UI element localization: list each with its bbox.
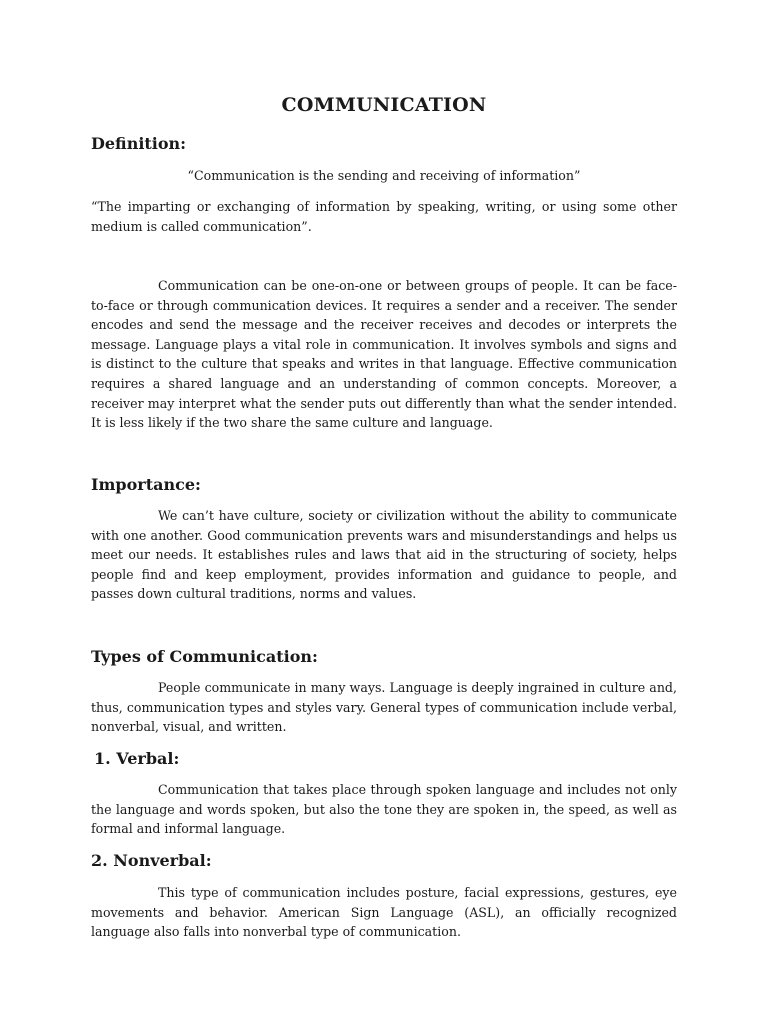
definition-heading: Definition: (91, 134, 187, 153)
importance-text: We can’t have culture, society or civilization without the ability to communicate with one another. Good communication prevents wars and misunderstandings and helps us meet our needs. It establishes rules and laws that aid in the structuring of society, helps people find and keep employment, provides information and guidance to people, and passes down cultural traditions, norms and values. (91, 508, 677, 602)
nonverbal-text: This type of communication includes posture, facial expressions, gestures, eye movements and behavior. American Sign Language (ASL), an officially recognized language also falls into nonverbal type of communication. (91, 885, 677, 940)
definition-quote: “Communication is the sending and receiving of information” (187, 168, 581, 183)
verbal-heading: 1. Verbal: (94, 749, 180, 768)
definition-text: “The imparting or exchanging of information by speaking, writing, or using some other medium is called communication”. (91, 199, 677, 234)
intro-paragraph: Communication can be one-on-one or between groups of people. It can be face-to-face or through communication devices. It requires a sender and a receiver. The sender encodes and send the message and the receiver receives and decodes or interprets the message. Language plays a vital role in communication. It involves symbols and signs and is distinct to the culture that speaks and writes in that language. Effective communication requires a shared language and an understanding of common concepts. Moreover, a receiver may interpret what the sender puts out differently than what the sender intended. It is less likely if the two share the same culture and language. (91, 278, 677, 431)
page-title: COMMUNICATION (281, 94, 487, 116)
verbal-text: Communication that takes place through spoken language and includes not only the language and words spoken, but also the tone they are spoken in, the speed, as well as formal and informal language. (91, 782, 677, 837)
nonverbal-heading: 2. Nonverbal: (91, 851, 212, 870)
types-heading: Types of Communication: (91, 647, 318, 666)
importance-heading: Importance: (91, 475, 201, 494)
types-text: People communicate in many ways. Language is deeply ingrained in culture and, thus, communication types and styles vary. General types of communication include verbal, nonverbal, visual, and written. (91, 680, 677, 735)
